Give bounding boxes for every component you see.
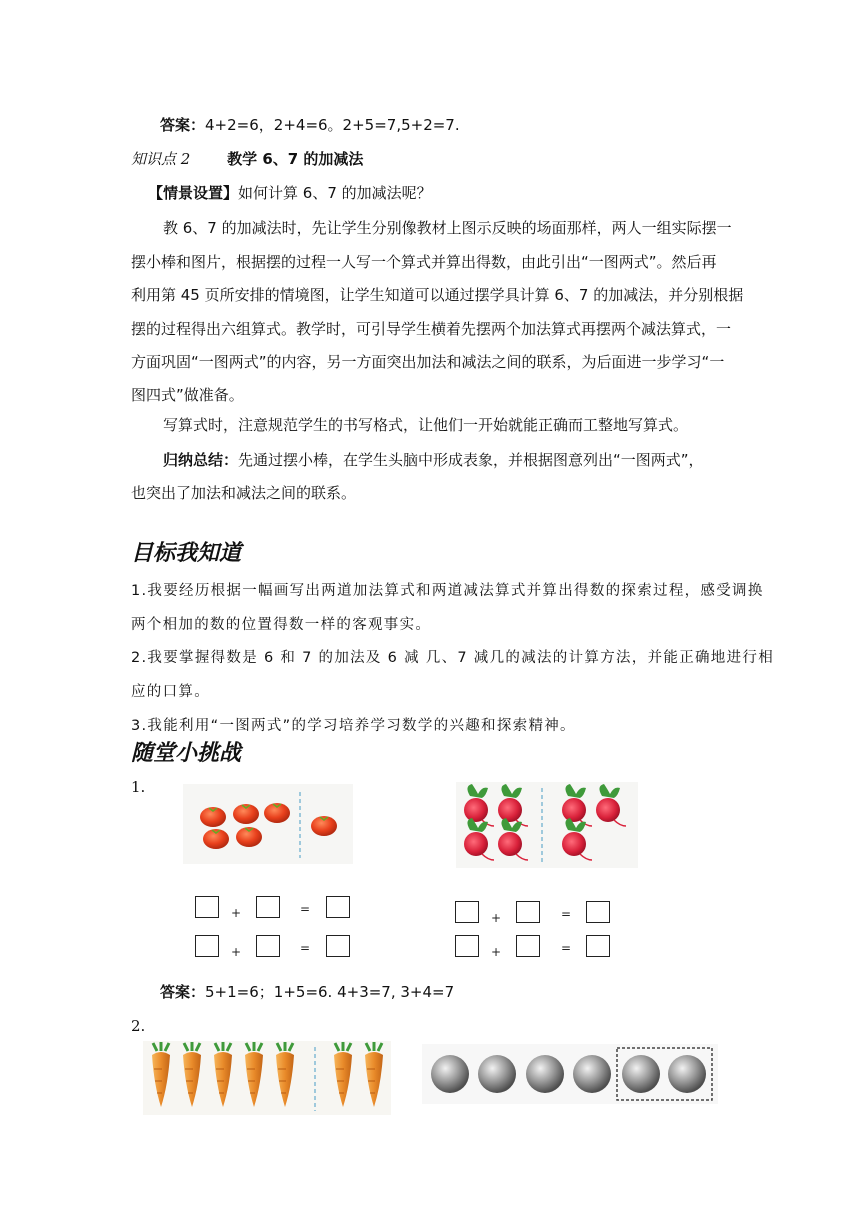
tomato-icon (200, 807, 226, 827)
tomato-icon (236, 827, 262, 847)
summary-line: 也突出了加法和减法之间的联系。 (131, 484, 357, 502)
answer-label: 答案： (160, 983, 206, 1001)
plus-sign: + (231, 906, 242, 920)
scenario-line (148, 183, 432, 203)
carrot-picture (143, 1041, 391, 1115)
paragraph-line: 方面巩固“一图两式”的内容，另一方面突出加法和减法之间的联系，为后面进一步学习“一 (131, 353, 725, 371)
answer-box[interactable] (195, 935, 219, 957)
tomato-icon (264, 803, 290, 823)
equals-sign: = (561, 941, 572, 955)
q1-answer (160, 982, 454, 1002)
paragraph-line: 写算式时，注意规范学生的书写格式，让他们一开始就能正确而工整地写算式。 (163, 416, 689, 434)
answer-text: 5+1=6；1+5=6. 4+3=7, 3+4=7 (205, 983, 455, 1001)
question-number: 2. (131, 1017, 146, 1035)
paragraph-line: 摆小棒和图片，根据摆的过程一人写一个算式并算出得数，由此引出“一图两式”。然后再 (131, 253, 717, 271)
ball-icon (526, 1055, 564, 1093)
plus-sign: + (491, 945, 502, 959)
scenario-text: 如何计算 6、7 的加减法呢？ (238, 184, 432, 202)
radish-picture (456, 782, 638, 868)
goal-line: 2.我要掌握得数是 6 和 7 的加法及 6 减 几、7 减几的减法的计算方法，并能正确地进行相 (131, 650, 775, 666)
question-number: 1. (131, 778, 146, 796)
paragraph-line: 摆的过程得出六组算式。教学时，可引导学生横着先摆两个加法算式再摆两个减法算式，一 (131, 320, 732, 338)
answer-box[interactable] (195, 896, 219, 918)
scenario-label: 【情景设置】 (148, 184, 239, 202)
goal-line: 3.我能利用“一图两式”的学习培养学习数学的兴趣和探索精神。 (131, 718, 576, 734)
summary-line (163, 450, 704, 470)
goal-line: 1.我要经历根据一幅画写出两道加法算式和两道减法算式并算出得数的探索过程，感受调换 (131, 583, 764, 599)
goal-line: 应的口算。 (131, 684, 210, 700)
answer-box[interactable] (586, 901, 610, 923)
answer-box[interactable] (455, 935, 479, 957)
tomato-icon (233, 804, 259, 824)
equals-sign: = (300, 902, 311, 916)
tomato-picture (183, 784, 353, 864)
answer-label: 答案： (160, 116, 206, 134)
plus-sign: + (231, 945, 242, 959)
summary-text: 先通过摆小棒，在学生头脑中形成表象，并根据图意列出“一图两式”， (238, 451, 704, 469)
top-answer (160, 115, 460, 135)
ball-picture (422, 1044, 718, 1104)
answer-box[interactable] (455, 901, 479, 923)
paragraph-line: 利用第 45 页所安排的情境图，让学生知道可以通过摆学具计算 6、7 的加减法，并分别根据 (131, 286, 744, 304)
answer-box[interactable] (516, 901, 540, 923)
answer-box[interactable] (586, 935, 610, 957)
ball-icon (622, 1055, 660, 1093)
answer-box[interactable] (256, 896, 280, 918)
knowledge-point-heading (131, 149, 363, 169)
paragraph-line: 教 6、7 的加减法时，先让学生分别像教材上图示反映的场面那样，两人一组实际摆一 (163, 219, 732, 237)
equals-sign: = (561, 907, 572, 921)
answer-box[interactable] (256, 935, 280, 957)
ball-icon (573, 1055, 611, 1093)
knowledge-point-label: 知识点 2 (131, 150, 191, 168)
summary-label: 归纳总结： (163, 451, 239, 469)
knowledge-point-title: 教学 6、7 的加减法 (227, 150, 364, 168)
answer-box[interactable] (326, 896, 350, 918)
answer-box[interactable] (326, 935, 350, 957)
ball-icon (431, 1055, 469, 1093)
plus-sign: + (491, 911, 502, 925)
tomato-icon (203, 829, 229, 849)
answer-text: 4+2=6，2+4=6。2+5=7,5+2=7. (205, 116, 460, 134)
goal-line: 两个相加的数的位置得数一样的客观事实。 (131, 617, 432, 633)
tomato-icon (311, 816, 337, 836)
paragraph-line: 图四式”做准备。 (131, 386, 244, 404)
goals-heading: 目标我知道 (131, 541, 242, 566)
equals-sign: = (300, 941, 311, 955)
answer-box[interactable] (516, 935, 540, 957)
ball-icon (668, 1055, 706, 1093)
challenge-heading: 随堂小挑战 (131, 741, 242, 766)
ball-icon (478, 1055, 516, 1093)
